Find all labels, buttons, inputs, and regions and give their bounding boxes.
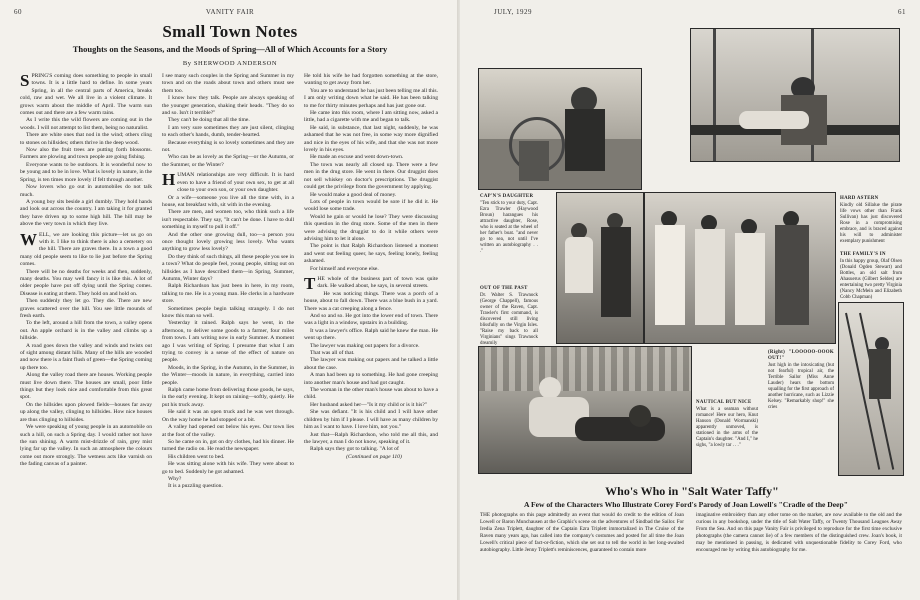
paragraph: She was defiant. "It is his child and I will have other children by him if I please. I will have as many children by him as I want to have. I love him, not you." <box>304 409 438 431</box>
paragraph: I know how they talk. People are always speaking of the younger generation, shaking their heads. "They do so and so. Isn't it terrible?" <box>162 95 294 117</box>
paragraph: Along the valley road there are houses. Working people must live down there. The houses are small, poor little things but they look nice and comfortable from this great spot. <box>20 372 152 401</box>
caption-text: "Ten stick to your duty, Capt. Ezra Trawler (Haywood Broun) harangues his attractive daughter, Rose, who is seated at the wheel of her father's boat. "and never go to sea, not until I've written an autobiography . . ." <box>480 201 538 254</box>
paragraph: Because everything is so lovely sometimes and they are not. <box>162 139 294 154</box>
right-headline: Who's Who in "Salt Water Taffy" <box>605 484 779 498</box>
paragraph: They can't be doing that all the time. <box>168 117 250 124</box>
paragraph: That was all of that. <box>310 350 355 357</box>
right-folio-number: 61 <box>898 8 906 16</box>
paragraph: Would he gain or would he lose? They were discussing this question in the drug store. Some of the men in there were advising the druggist to do it while others were advising him to let it alone. <box>304 213 438 242</box>
caption-heading: NAUTICAL BUT NICE <box>696 400 752 405</box>
caption-text: What is a seaman without romance! Here our hero, Knut Hanson (Donald Wormanski) apparently unmoved, is stationed in the arms of the Captain's daughter. "And I," he sighs, "a lowly tar . . ." <box>696 407 758 448</box>
paragraph: He came into this room, where I am sitting now, asked a little, had a cigarette with me and began to talk. <box>304 110 438 124</box>
paragraph: A valley had opened out below his eyes. Our town lies at the foot of the valley. <box>162 424 294 438</box>
photo-lookout <box>838 302 904 476</box>
paragraph: You are to understand he has just been telling me all this. I am only writing down what he said. He has been talking to me for thirty minutes perhaps and has just gone out. <box>304 87 438 109</box>
paragraph: Now lovers who go out in automobiles do not talk much. <box>20 184 152 198</box>
right-body-column-1: THE photographs on this page admittedly an event that would do credit to the edition of Joan Lowell or Baron Munchausen at the Graphic's scene on the adventures of Sindbad the Sailor. For Iredia Zena Triplett, daughter of the Captain Ezra Triplett immortalized in The Cruise of the Raven many years ago, has called into the company's costumes and posted for all time the Joan Lowell's critical piece of fact-or-fiction, which she set out to tell the world in her long-awaited autobiography. Little Jenny Triplett's reminiscences, guaranteed to contain more <box>480 512 684 553</box>
paragraph: HE whole of the business part of town was quite dark. He walked about, he says, in several streets. <box>317 275 438 290</box>
paragraph: Ralph Richardson has just been in here, in my room, talking to me. He is a young man. He clerks in a hardware store. <box>162 283 294 305</box>
right-folio-date: JULY, 1929 <box>494 8 533 16</box>
paragraph: On the hillsides upon plowed fields—houses far away up along the valley, clinging to hillsides. How nice houses are thus clinging to hillsides. <box>20 401 152 423</box>
caption-text: In this happy group, Olaf Olsen (Donald Ogden Stewart) and Bottles, an old salt from Ahasuerus (Gilbert Seldes) are entertaining two pretty Virginia (Nancy McMein and Elizabeth Cobb Chapman) <box>840 259 902 300</box>
paragraph: Do they think of such things, all these people you see in a town? What do people feel, young people, sitting out on hillsides as I have described them—in Spring, Summer, Autumn, Winter days? <box>162 253 294 282</box>
paragraph: His children went to bed. <box>168 453 225 460</box>
paragraph: Then suddenly they let go. They die. There are new graves scattered over the hill. You see little mounds of fresh earth. <box>20 298 152 319</box>
paragraph: The woman in the other man's house was about to have a child. <box>304 387 438 401</box>
paragraph: I see many such couples in the Spring and Summer in my town and on the roads about town and others must see them too. <box>162 73 294 94</box>
caption-heading: HARD ASTERN <box>840 196 879 201</box>
paragraph: Lots of people in town would be sore if he did it. He would lose some trade. <box>304 198 438 213</box>
article-column-3 <box>304 73 438 588</box>
caption-heading: CAP'N'S DAUGHTER <box>480 194 534 199</box>
paragraph: As I write this the wild flowers are coming out in the woods. I will not attempt to list them, being no naturalist. <box>20 117 152 131</box>
paragraph: Her husband asked her—"Is it my child or is it his?" <box>310 401 428 408</box>
article-subtitle: Thoughts on the Seasons, and the Moods of Spring—All of Which Accounts for a Story <box>72 44 388 54</box>
paragraph: Who can be as lovely as the Spring—or the Autumn, or the Summer, or the Winter? <box>162 154 294 168</box>
photo-capns-daughter <box>478 68 642 190</box>
paragraph: Sometimes people begin talking strangely. I do not know this man so well. <box>162 305 294 319</box>
paragraph: It is a puzzling question. <box>168 483 223 490</box>
caption-heading: THE FAMILY'S IN <box>840 252 886 257</box>
caption-text: Kindly old Sillalue the pirate life vows other than Frank Sullivan) has just discovered Rose in a compromising embrace, and is braced against his will to administer exemplary punishment <box>840 203 902 244</box>
paragraph: And so and so. He got into the lower end of town. There was a light in a window, upstairs in a building. <box>304 313 438 327</box>
paragraph: The town was nearly all closed up. There were a few men in the drug store. He went in there. Our druggist does not sell whiskey on doctor's prescriptions. The druggist could get the privilege from the government by applying. <box>304 161 438 191</box>
caption-out-of-past <box>480 286 538 347</box>
caption-heading: (Right) "LOOOOO-OOOK OUT!" <box>768 350 834 361</box>
paragraph: Just that—Ralph Richardson, who told me all this, and the lawyer, a man I do not know, speaking of it. <box>304 431 438 445</box>
paragraph: He would make a good deal of money. <box>310 191 397 198</box>
paragraph: And the other one growing dull, too—a person you once thought lovely growing less lovely. Who wants anything to grow less lovely? <box>162 231 294 253</box>
left-running-head: VANITY FAIR <box>205 8 255 16</box>
article-column-2 <box>162 73 294 588</box>
caption-text: Just high in the intoxicating (but not fearful) tropical air, the Terrible Sailor (Miss Anne Lauder) hears the bottom squalling for the first approach of another hurricane, such as Lizzie Kelsey. "Remarkably shop!" she cries <box>768 363 834 410</box>
caption-lookout <box>768 350 834 411</box>
paragraph: He told his wife he had forgotten something at the store, wanting to get away from her. <box>304 73 438 87</box>
paragraph: We were speaking of young people in an automobile on such a hill, on such a Spring day. I would rather not have the sun shining. A warm mist-drizzle of rain, grey mist lying far up the valley. In such an atmosphere the colours come out more strongly. The wetness acts like varnish on the fading canvas of a painter. <box>20 424 152 468</box>
caption-hard-astern <box>840 196 902 245</box>
article-byline: By SHERWOOD ANDERSON <box>182 60 278 67</box>
paragraph: UMAN relationships are very difficult. It is hard even to have a friend of your own sex, to get at all close to your own son, or your own daughter. <box>177 172 294 194</box>
paragraph: Ralph says they got to talking. "A lot of <box>310 446 399 453</box>
paragraph: There will be no deaths for weeks and then, suddenly, many deaths. You may well fancy it is like this. A lot of older people have put off dying until the Spring comes. Disease is eating at them. They hold on and hold on. <box>20 268 152 297</box>
photo-family-group <box>644 192 836 344</box>
paragraph: The lawyer was making out papers for a divorce. <box>310 342 420 349</box>
paragraph: A young boy sits beside a girl dumbly. They hold hands and look out across the country. I am taking it for granted they have driven up to some high hill. The hill may be above the very town in which they live. <box>20 198 152 228</box>
paragraph: It was a lawyer's office. Ralph said he knew the man. He went up there. <box>304 327 438 342</box>
left-folio-number: 60 <box>14 8 22 16</box>
paragraph: Or a wife—someone you live all the time with, in a house, eat breakfast with, sit with in the evening. <box>162 194 294 208</box>
paragraph: A road goes down the valley and winds and twists out of sight among distant hills. Many of the hills are wooded and now there is a faint flush of green—the Spring coming up there too. <box>20 342 152 371</box>
paragraph: To the left, around a hill from the town, a valley opens out. An apple orchard is in the valley and climbs up a hillside. <box>20 320 152 342</box>
drop-cap: W <box>20 229 37 249</box>
paragraph: The point is that Ralph Richardson listened a moment and went out feeling queer, he says, feeling lonely, feeling ashamed. <box>304 243 438 265</box>
paragraph: PRING'S coming does something to people in small towns. It is a little hard to define. In some years Spring, in all the central parts of America, breaks cold, raw and wet. We all live in a violent climate. It grows warm about the middle of April. The warm sun comes out and there are a few warm rains. <box>20 73 152 117</box>
paragraph: Why? <box>168 475 182 482</box>
paragraph: The lawyer was making out papers and he talked a little about the case. <box>304 357 438 371</box>
continued-note: (Continued on page 110) <box>346 453 402 460</box>
photo-hard-astern <box>690 28 900 162</box>
right-subhead: A Few of the Characters Who Illustrate Corey Ford's Parody of Joan Lowell's "Cradle of the Deep" <box>524 500 848 509</box>
paragraph: There are white ones that nod in the wind; others cling to stones on hillsides; others thrive in the deep wood. <box>20 132 152 146</box>
drop-cap: S <box>20 73 30 90</box>
paragraph: Ralph came home from delivering those goods, he says, in the early evening. It kept on raining—softly, quietly. He put his truck away. <box>162 387 294 408</box>
paragraph: For himself and everyone else. <box>310 265 379 272</box>
paragraph: ELL, we are looking this picture—let us go on with it. I like to think there is also a cemetery on the hill. There are graves there. In a town a good many old people seem to like to lie just before the Spring comes. <box>20 231 152 268</box>
photo-nautical-but-nice <box>478 346 692 474</box>
article-column-1 <box>20 73 152 588</box>
photo-out-of-past <box>556 192 644 344</box>
paragraph: He was noticing things. There was a porch of a house, about to fall down. There was a blue bush in a yard. There was a cat creeping along a fence. <box>304 290 438 312</box>
caption-capns-daughter <box>480 194 538 255</box>
caption-heading: OUT OF THE PAST <box>480 286 528 291</box>
paragraph: So he came on in, got on dry clothes, had his dinner. He turned the radio on. He read the newspaper. <box>162 438 294 453</box>
paragraph: Everyone wants to be outdoors. It is wonderful now to be young and to be in love. What is lovely in nature, in the Spring, is ten times more lovely if felt through another. <box>20 161 152 183</box>
drop-cap: T <box>304 273 316 293</box>
paragraph: He made an excuse and went down-town. <box>310 154 404 161</box>
paragraph: He was sitting alone with his wife. They were about to go to bed. Suddenly he got ashamed. <box>162 461 294 475</box>
caption-nautical-but-nice <box>696 400 758 449</box>
caption-family <box>840 252 902 301</box>
paragraph: A man had been up to something. He had gone creeping into another man's house and had got caught. <box>304 372 438 386</box>
paragraph: Moods, in the Spring, in the Autumn, in the Summer, in the Winter—moods in nature, in everything, carried into people. <box>162 364 294 386</box>
article-title: Small Town Notes <box>162 22 298 41</box>
paragraph: I am very sure sometimes they are just silent, clinging to each other's hands, dumb, tender-hearted. <box>162 124 294 139</box>
paragraph: There are men, and women too, who think such a life isn't respectable. They say, "It can't be done. I have to dull something in myself to pull it off." <box>162 209 294 231</box>
paragraph: Now also the fruit trees are putting forth blossoms. Farmers are plowing and town people are going fishing. <box>20 147 152 161</box>
caption-text: Dr. Walter S. Trawnock (George Chappell), famous owner of the Raven, Capt. Trawler's first command, is discovered still living blissfully on the Virgin Isles. "Raise my back to all Virginians" sings Trawnock dreamily <box>480 293 538 346</box>
paragraph: Yesterday it rained. Ralph says he went, in the afternoon, to deliver some goods to a farmer, four miles from town. I am writing now in early Summer. A moment ago I was writing of Spring. I presume that what I am trying to convey is a sense of the effect of nature on people. <box>162 320 294 364</box>
right-body-column-2: imaginative embroidery than any other tome on the market, are now available to the old and the curious in any bookshop, under the title of Salt Water Taffy, or Twenty Thousand Leagues Away From the Sea. And on this page Vanity Fair is privileged to reproduce for the first time exclusive photographs (the camera cannot lie) of a few members of the distinguished crew. Joan's book, it may be mentioned in passing, is dedicated with unquestionable fidelity to Corey Ford, who encouraged me by writing this autobiography for me. <box>696 512 902 553</box>
paragraph: He said, in substance, that last night, suddenly, he was ashamed that he was not free, in some way more dignified and nice in the eyes of his wife, and that she was not more lovely in his eyes. <box>304 124 438 154</box>
paragraph: He said it was an open truck and he was wet through. On the way home he had stopped or a bit. <box>162 409 294 423</box>
drop-cap: H <box>162 170 176 190</box>
